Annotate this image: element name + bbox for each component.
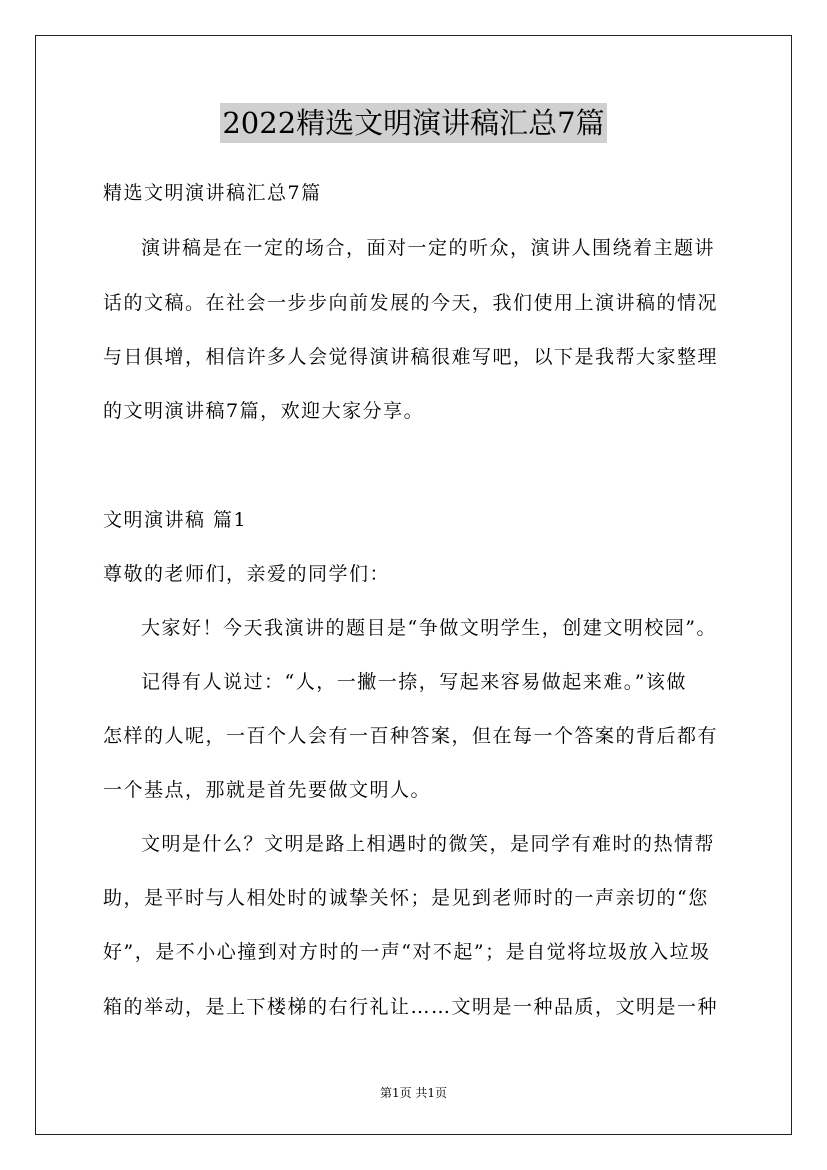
title-container bbox=[0, 103, 827, 143]
intro-line-4: 的文明演讲稿7篇，欢迎大家分享。 bbox=[103, 400, 425, 422]
body-line-8: 箱的举动，是上下楼梯的右行礼让……文明是一种品质，文明是一种 bbox=[103, 996, 719, 1018]
body-line-7: 好”，是不小心撞到对方时的一声“对不起”；是自觉将垃圾放入垃圾 bbox=[103, 941, 711, 963]
body-line-5: 文明是什么？文明是路上相遇时的微笑，是同学有难时的热情帮 bbox=[141, 833, 716, 855]
document-title: 2022精选文明演讲稿汇总7篇 bbox=[220, 103, 606, 143]
intro-line-3: 与日俱增，相信许多人会觉得演讲稿很难写吧，以下是我帮大家整理 bbox=[103, 346, 719, 368]
intro-line-1: 演讲稿是在一定的场合，面对一定的听众，演讲人围绕着主题讲 bbox=[141, 237, 716, 259]
body-line-2: 记得有人说过：“人，一撇一捺，写起来容易做起来难。”该做 bbox=[141, 671, 687, 693]
salutation: 尊敬的老师们，亲爱的同学们： bbox=[103, 563, 391, 585]
document-subtitle: 精选文明演讲稿汇总7篇 bbox=[103, 182, 322, 204]
page-footer: 第1页 共1页 bbox=[379, 1086, 448, 1100]
body-line-4: 一个基点，那就是首先要做文明人。 bbox=[103, 779, 432, 801]
body-line-3: 怎样的人呢，一百个人会有一百种答案，但在每一个答案的背后都有 bbox=[103, 725, 719, 747]
intro-line-2: 话的文稿。在社会一步步向前发展的今天，我们使用上演讲稿的情况 bbox=[103, 292, 719, 314]
section-heading: 文明演讲稿 篇1 bbox=[103, 509, 248, 531]
body-line-1: 大家好！今天我演讲的题目是“争做文明学生，创建文明校园”。 bbox=[141, 617, 717, 639]
body-line-6: 助，是平时与人相处时的诚挚关怀；是见到老师时的一声亲切的“您 bbox=[103, 887, 709, 909]
